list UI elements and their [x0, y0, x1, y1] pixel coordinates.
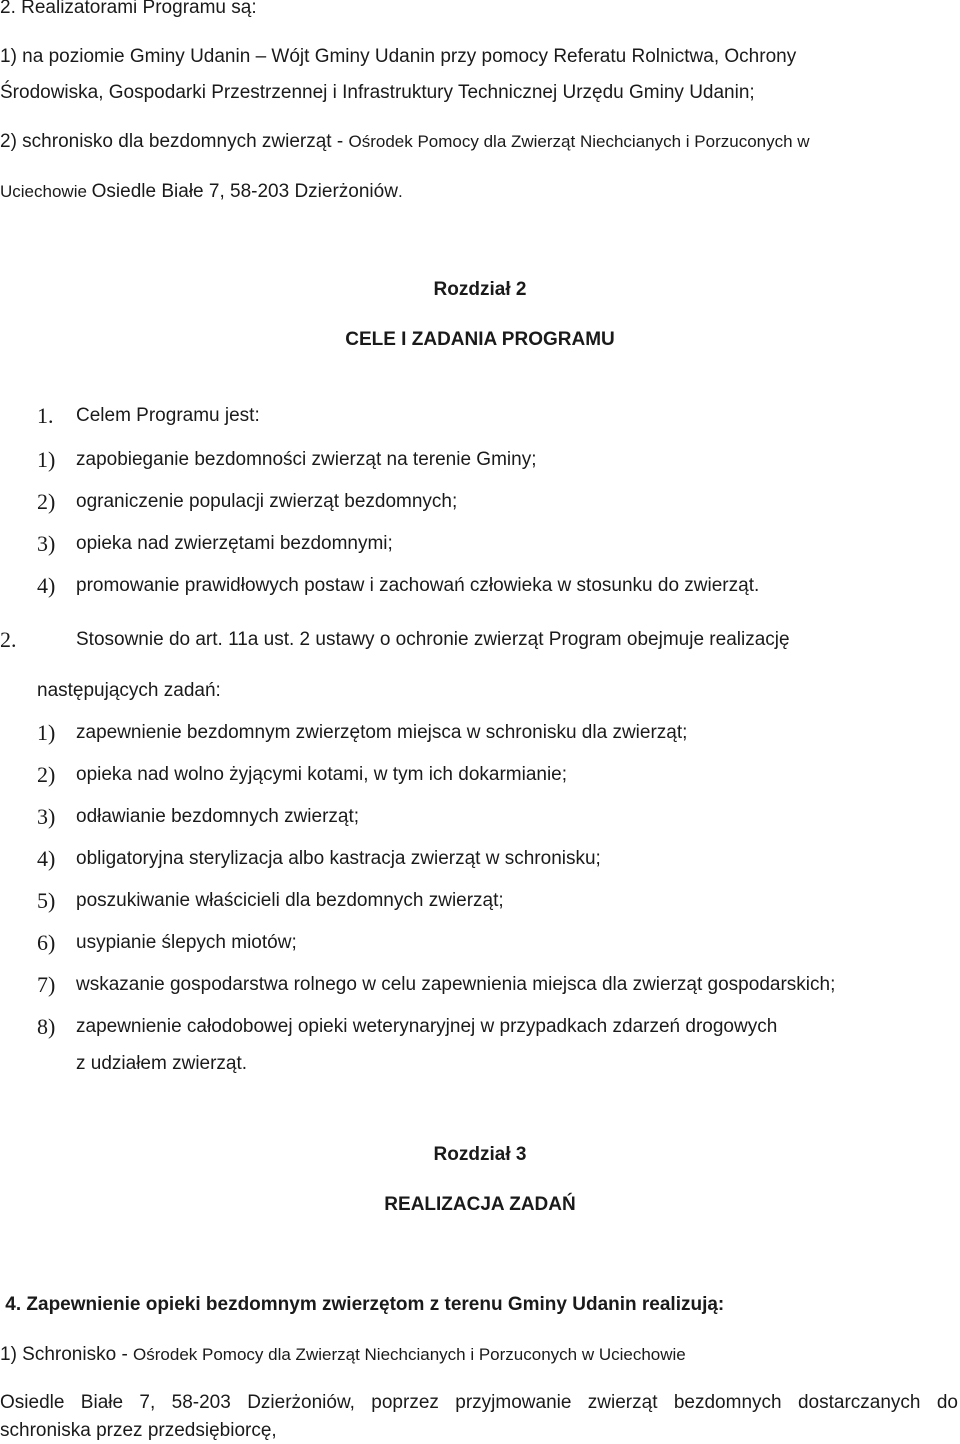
list-item-text: poszukiwanie właścicieli dla bezdomnych zwierząt; [76, 890, 504, 911]
list-item-text: zapewnienie całodobowej opieki weterynaryjnej w przypadkach zdarzeń drogowych [76, 1016, 778, 1037]
paragraph-line [0, 180, 403, 204]
list-item-text: odławianie bezdomnych zwierząt; [76, 806, 360, 827]
list-item-text: opieka nad wolno żyjącymi kotami, w tym ich dokarmianie; [76, 764, 568, 785]
punctuation: . [397, 182, 403, 201]
paragraph-line: Środowiska, Gospodarki Przestrzennej i Infrastruktury Technicznej Urzędu Gminy Udanin; [0, 82, 755, 103]
list-item-continuation: z udziałem zwierząt. [76, 1053, 248, 1074]
list-number: 8) [37, 1014, 56, 1039]
chapter-title: Rozdział 3 [433, 1144, 527, 1165]
list-number: 4) [37, 573, 56, 598]
list-item-text: Ośrodek Pomocy dla Zwierząt Niechcianych i Porzuconych w Uciechowie [133, 1345, 686, 1364]
list-item [0, 846, 960, 874]
list-item-text: Uciechowie [0, 182, 92, 201]
list-item [0, 888, 960, 916]
paragraph-line: 1) na poziomie Gminy Udanin – Wójt Gminy Udanin przy pomocy Referatu Rolnictwa, Ochrony [0, 46, 797, 67]
paragraph-line [0, 130, 810, 154]
list-item [0, 804, 960, 832]
chapter-title: Rozdział 2 [433, 279, 527, 300]
list-item-text: 2) schronisko dla bezdomnych zwierząt - [0, 131, 349, 152]
list-item-text: promowanie prawidłowych postaw i zachowań człowieka w stosunku do zwierząt. [76, 575, 760, 596]
tasks-intro [0, 627, 960, 655]
list-number: 4) [37, 846, 56, 871]
list-item-text: zapewnienie bezdomnym zwierzętom miejsca w schronisku dla zwierząt; [76, 722, 688, 743]
list-item-text: obligatoryjna sterylizacja albo kastracja zwierząt w schronisku; [76, 848, 601, 869]
list-number: 3) [37, 531, 56, 556]
list-item [0, 762, 960, 790]
list-item-text: wskazanie gospodarstwa rolnego w celu zapewnienia miejsca dla zwierząt gospodarskich; [76, 974, 836, 995]
goals-intro [0, 403, 960, 431]
list-number: 2. [0, 627, 17, 652]
list-number: 5) [37, 888, 56, 913]
list-item [0, 531, 960, 559]
list-item-text: usypianie ślepych miotów; [76, 932, 297, 953]
list-item-text: Ośrodek Pomocy dla Zwierząt Niechcianych i Porzuconych w [348, 132, 810, 151]
list-item [0, 972, 960, 1000]
paragraph-line: schroniska przez przedsiębiorcę, [0, 1420, 277, 1441]
list-number: 2) [37, 489, 56, 514]
paragraph-line [0, 1343, 686, 1367]
list-item [0, 1014, 960, 1042]
list-item-text: zapobieganie bezdomności zwierząt na terenie Gminy; [76, 449, 537, 470]
list-item-text: ograniczenie populacji zwierząt bezdomnych; [76, 491, 458, 512]
list-item-text: 1) Schronisko - [0, 1344, 134, 1365]
list-number: 1) [37, 720, 56, 745]
chapter-subtitle: REALIZACJA ZADAŃ [384, 1194, 576, 1215]
list-item [0, 573, 960, 601]
section-heading: 4. Zapewnienie opieki bezdomnym zwierzętom z terenu Gminy Udanin realizują: [0, 1294, 725, 1315]
list-item [0, 930, 960, 958]
list-number: 1) [37, 447, 56, 472]
address-text: Osiedle Białe 7, 58-203 Dzierżoniów [91, 181, 398, 202]
section-heading: 2. Realizatorami Programu są: [0, 0, 257, 18]
list-number: 7) [37, 972, 56, 997]
list-item-text: opieka nad zwierzętami bezdomnymi; [76, 533, 393, 554]
list-item-text: Stosownie do art. 11a ust. 2 ustawy o ochronie zwierząt Program obejmuje realizację [76, 629, 790, 650]
paragraph-line: następujących zadań: [37, 680, 221, 701]
list-number: 3) [37, 804, 56, 829]
paragraph-line: Osiedle Białe 7, 58-203 Dzierżoniów, poprzez przyjmowanie zwierząt bezdomnych dostarczanych do [0, 1392, 958, 1413]
list-number: 6) [37, 930, 56, 955]
list-number: 1. [37, 403, 54, 428]
list-item [0, 720, 960, 748]
list-item [0, 447, 960, 475]
list-item-text: Celem Programu jest: [76, 405, 260, 426]
chapter-subtitle: CELE I ZADANIA PROGRAMU [345, 329, 615, 350]
list-item [0, 489, 960, 517]
list-number: 2) [37, 762, 56, 787]
